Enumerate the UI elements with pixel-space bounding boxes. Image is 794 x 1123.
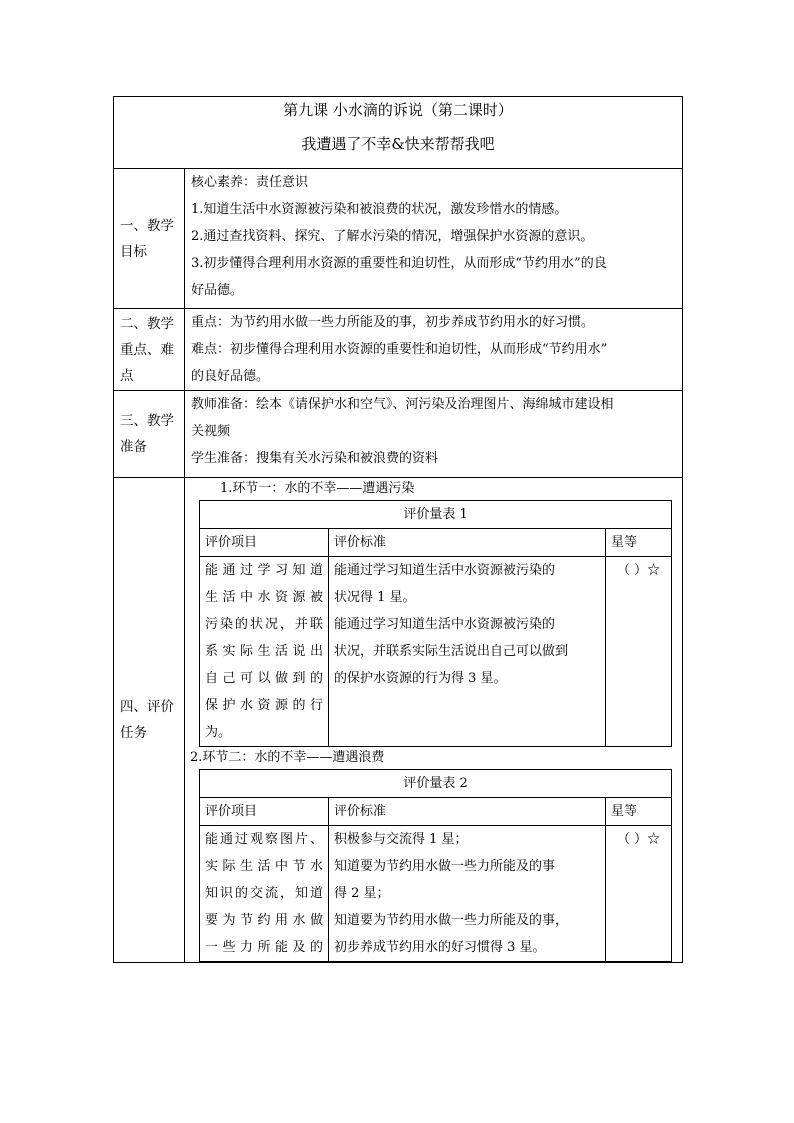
table-caption: 评价量表 1 (200, 501, 672, 529)
evaluation-item-cell: 能通过观察图片、 实际生活中节水 知识的交流，知道 要为节约用水做 一些力所能及的 (200, 826, 329, 962)
objective-line: 2.通过查找资料、探究、了解水污染的情况，增强保护水资源的意识。 (191, 229, 594, 244)
objectives-label: 一、教学 目标 (114, 169, 185, 309)
table-caption: 评价量表 2 (200, 770, 672, 798)
preparation-line: 关视频 (191, 424, 231, 439)
column-header: 星等 (606, 798, 672, 826)
key-point-line: 重点：为节约用水做一些力所能及的事，初步养成节约用水的好习惯。 (191, 315, 595, 330)
step-1-heading: 1.环节一：水的不幸——遭遇污染 (220, 481, 415, 496)
key-point-line: 的良好品德。 (191, 369, 270, 384)
tasks-label: 四、评价 任务 (114, 478, 185, 963)
evaluation-table-2 (199, 769, 672, 962)
step-2-heading: 2.环节二：水的不幸——遭遇浪费 (190, 750, 385, 765)
column-header: 评价标准 (329, 798, 606, 826)
page-title: 第九课 小水滴的诉说（第二课时） (283, 101, 513, 119)
star-rating-cell[interactable]: （ ）☆ (606, 826, 672, 962)
preparation-line: 学生准备：搜集有关水污染和被浪费的资料 (191, 451, 439, 466)
objective-line: 1.知道生活中水资源被污染和被浪费的状况，激发珍惜水的情感。 (191, 202, 568, 217)
key-points-content (185, 309, 683, 391)
column-header: 评价项目 (200, 798, 329, 826)
objectives-content (185, 169, 683, 309)
objective-line: 好品德。 (191, 283, 244, 298)
column-header: 评价项目 (200, 529, 329, 557)
objective-line: 3.初步懂得合理利用水资源的重要性和迫切性，从而形成“节约用水”的良 (191, 256, 607, 271)
star-rating-cell[interactable]: （ ）☆ (606, 557, 672, 747)
evaluation-item-cell: 能通过学习知道 生活中水资源被 污染的状况，并联 系实际生活说出 自己可以做到的 保护水资源的行 为。 (200, 557, 329, 747)
column-header: 评价标准 (329, 529, 606, 557)
key-point-line: 难点：初步懂得合理利用水资源的重要性和迫切性，从而形成“节约用水” (191, 342, 608, 357)
evaluation-criteria-cell: 能通过学习知道生活中水资源被污染的 状况得 1 星。 能通过学习知道生活中水资源被污染的 状况，并联系实际生活说出自己可以做到 的保护水资源的行为得 3 星。 (329, 557, 606, 747)
key-points-label: 二、教学 重点、难 点 (114, 309, 185, 391)
lesson-plan-table (113, 96, 683, 963)
objective-line: 核心素养：责任意识 (191, 175, 309, 190)
page-subtitle: 我遭遇了不幸&快来帮帮我吧 (301, 135, 495, 153)
preparation-label: 三、教学 准备 (114, 391, 185, 478)
evaluation-table-1 (199, 500, 672, 747)
tasks-content (185, 478, 683, 963)
evaluation-criteria-cell: 积极参与交流得 1 星； 知道要为节约用水做一些力所能及的事 得 2 星； 知道要为节约用水做一些力所能及的事， 初步养成节约用水的好习惯得 3 星。 (329, 826, 606, 962)
title-cell (114, 97, 683, 169)
preparation-content (185, 391, 683, 478)
column-header: 星等 (606, 529, 672, 557)
preparation-line: 教师准备：绘本《请保护水和空气》、河污染及治理图片、海绵城市建设相 (191, 397, 614, 412)
